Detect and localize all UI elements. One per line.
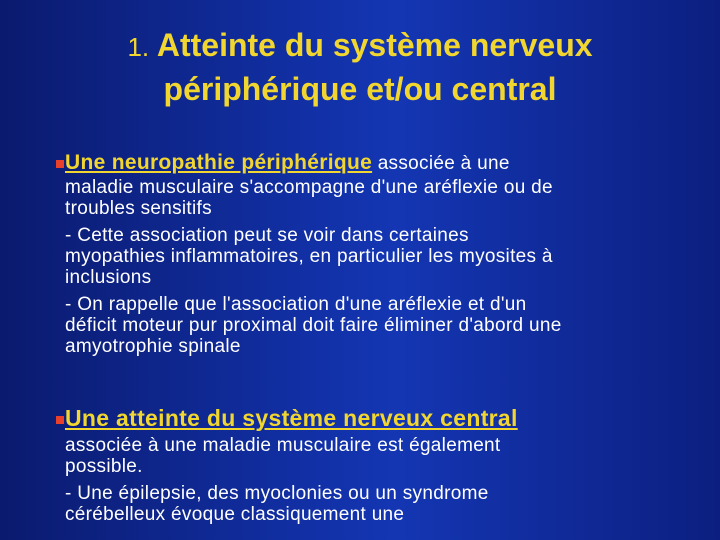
bullet-1-line: maladie musculaire s'accompagne d'une aréflexie ou de <box>65 177 553 198</box>
bullet-1-line: déficit moteur pur proximal doit faire éliminer d'abord une <box>65 315 562 336</box>
bullet-1-line: - Cette association peut se voir dans certaines <box>65 225 469 246</box>
bullet-2-line: - Une épilepsie, des myoclonies ou un syndrome <box>65 483 489 504</box>
title-text-1: Atteinte du système nerveux <box>156 27 593 63</box>
bullet-1-heading: Une neuropathie périphérique <box>65 151 373 174</box>
bullet-2-heading-line <box>65 404 675 435</box>
bullet-marker-icon <box>56 416 64 424</box>
bullet-marker-icon <box>56 160 64 168</box>
bullet-2-line: cérébelleux évoque classiquement une <box>65 504 405 525</box>
bullet-1-line: myopathies inflammatoires, en particulier les myosites à <box>65 246 553 267</box>
bullet-1-heading-tail: associée à une <box>372 153 510 174</box>
title-line-1 <box>40 24 680 68</box>
title-line-2: périphérique et/ou central <box>163 71 557 107</box>
bullet-1-line: amyotrophie spinale <box>65 336 241 357</box>
bullet-2-line: associée à une maladie musculaire est également <box>65 435 501 456</box>
bullet-1-line: troubles sensitifs <box>65 198 212 219</box>
bullet-1-heading-line <box>65 150 675 177</box>
bullet-1-line: inclusions <box>65 267 152 288</box>
slide-title <box>40 24 680 110</box>
title-number: 1. <box>127 32 150 62</box>
bullet-text-1 <box>65 150 675 357</box>
bullet-1-line: - On rappelle que l'association d'une aréflexie et d'un <box>65 294 527 315</box>
bullet-2-heading: Une atteinte du système nerveux central <box>65 405 518 431</box>
bullet-text-2 <box>65 404 675 525</box>
bullet-2-line: possible. <box>65 456 143 477</box>
